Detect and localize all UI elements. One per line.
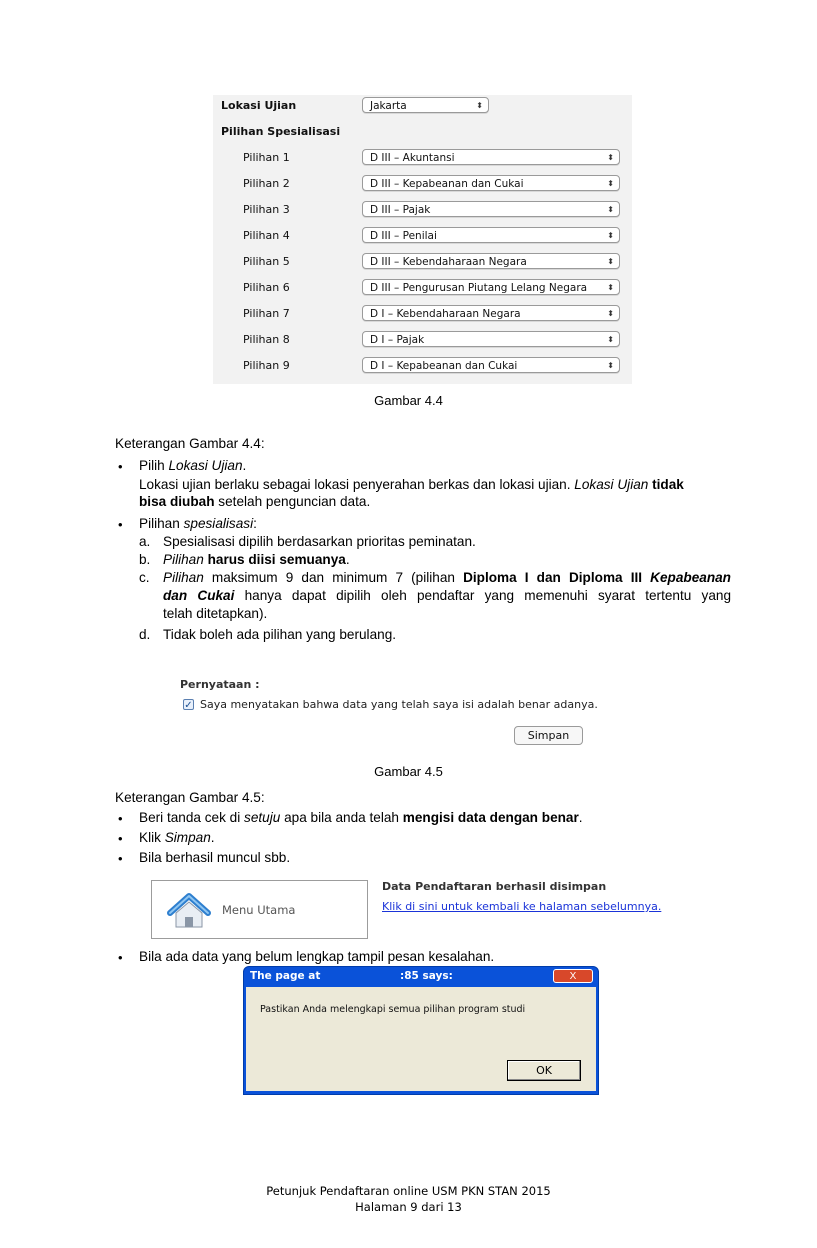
pilihan-select-1[interactable] <box>362 149 620 165</box>
bullet-beri-tanda-cek: Beri tanda cek di setuju apa bila anda telah mengisi data dengan benar. <box>139 810 583 825</box>
agree-checkbox[interactable] <box>183 699 194 710</box>
lokasi-ujian-value: Jakarta <box>370 100 407 112</box>
pilihan-value: D III – Pengurusan Piutang Lelang Negara <box>370 282 588 294</box>
back-link[interactable]: Klik di sini untuk kembali ke halaman sebelumnya. <box>382 900 662 913</box>
bullet-klik-simpan: Klik Simpan. <box>139 830 215 845</box>
home-icon <box>166 891 212 931</box>
dialog-title-right: :85 says: <box>400 970 453 982</box>
pilihan-label: Pilihan 8 <box>243 333 290 346</box>
menu-utama-button[interactable] <box>151 880 368 939</box>
pilihan-select-6[interactable] <box>362 279 620 295</box>
bullet-icon: • <box>118 517 123 532</box>
dialog-message: Pastikan Anda melengkapi semua pilihan program studi <box>260 1004 526 1015</box>
dialog-close-button[interactable] <box>553 969 593 983</box>
pilihan-label: Pilihan 9 <box>243 359 290 372</box>
item-c-line1: Pilihan maksimum 9 dan minimum 7 (pilihan Diploma I dan Diploma III Kepabeanan <box>163 570 731 585</box>
pilihan-select-7[interactable] <box>362 305 620 321</box>
select-arrows-icon: ⬍ <box>607 205 614 214</box>
lokasi-ujian-label: Lokasi Ujian <box>221 99 297 112</box>
figure-caption-4-4: Gambar 4.4 <box>374 393 443 408</box>
pilihan-label: Pilihan 7 <box>243 307 290 320</box>
keterangan-4-4-heading: Keterangan Gambar 4.4: <box>115 436 265 451</box>
select-arrows-icon: ⬍ <box>607 257 614 266</box>
keterangan-4-5-heading: Keterangan Gambar 4.5: <box>115 790 265 805</box>
lokasi-note-line1: Lokasi ujian berlaku sebagai lokasi penyerahan berkas dan lokasi ujian. Lokasi Ujian tidak <box>139 477 684 492</box>
item-d-text: Tidak boleh ada pilihan yang berulang. <box>163 627 397 642</box>
pilihan-label: Pilihan 2 <box>243 177 290 190</box>
pilihan-select-8[interactable] <box>362 331 620 347</box>
pilihan-label: Pilihan 5 <box>243 255 290 268</box>
menu-utama-label: Menu Utama <box>222 903 296 917</box>
pilihan-select-5[interactable] <box>362 253 620 269</box>
pilihan-value: D III – Pajak <box>370 204 431 216</box>
select-arrows-icon: ⬍ <box>476 101 483 110</box>
pilihan-value: D III – Kepabeanan dan Cukai <box>370 178 524 190</box>
pernyataan-statement: Saya menyatakan bahwa data yang telah saya isi adalah benar adanya. <box>200 698 598 711</box>
item-c-line3: telah ditetapkan). <box>163 606 268 621</box>
dialog-ok-button[interactable]: OK <box>507 1060 581 1081</box>
item-b-text: Pilihan harus diisi semuanya. <box>163 552 350 567</box>
select-arrows-icon: ⬍ <box>607 309 614 318</box>
select-arrows-icon: ⬍ <box>607 153 614 162</box>
list-marker-d: d. <box>139 627 151 642</box>
lokasi-note-line2: bisa diubah setelah penguncian data. <box>139 494 371 509</box>
select-arrows-icon: ⬍ <box>607 231 614 240</box>
close-icon: X <box>569 971 577 982</box>
bullet-pilihan-spesialisasi: Pilihan spesialisasi: <box>139 516 257 531</box>
select-arrows-icon: ⬍ <box>607 361 614 370</box>
list-marker-c: c. <box>139 570 150 585</box>
bullet-bila-ada-data: Bila ada data yang belum lengkap tampil pesan kesalahan. <box>139 949 495 964</box>
pilihan-value: D III – Akuntansi <box>370 152 455 164</box>
select-arrows-icon: ⬍ <box>607 335 614 344</box>
bullet-bila-berhasil: Bila berhasil muncul sbb. <box>139 850 291 865</box>
list-marker-a: a. <box>139 534 151 549</box>
item-c-line2: dan Cukai hanya dapat dipilih oleh pendaftar yang memenuhi syarat tertentu yang <box>163 588 732 603</box>
bullet-icon: • <box>118 851 123 866</box>
item-a-text: Spesialisasi dipilih berdasarkan prioritas peminatan. <box>163 534 476 549</box>
pilihan-label: Pilihan 4 <box>243 229 290 242</box>
pilihan-value: D I – Kebendaharaan Negara <box>370 308 521 320</box>
success-title: Data Pendaftaran berhasil disimpan <box>382 880 607 893</box>
bullet-icon: • <box>118 950 123 965</box>
bullet-pilih-lokasi: Pilih Lokasi Ujian. <box>139 458 247 473</box>
pilihan-label: Pilihan 6 <box>243 281 290 294</box>
pilihan-value: D I – Pajak <box>370 334 425 346</box>
pilihan-select-9[interactable] <box>362 357 620 373</box>
pernyataan-title: Pernyataan : <box>180 678 260 691</box>
pilihan-label: Pilihan 1 <box>243 151 290 164</box>
footer-page-number: Halaman 9 dari 13 <box>355 1200 462 1214</box>
dialog-title-left: The page at <box>250 970 321 982</box>
pilihan-select-4[interactable] <box>362 227 620 243</box>
pilihan-value: D III – Penilai <box>370 230 437 242</box>
footer-title: Petunjuk Pendaftaran online USM PKN STAN 2015 <box>266 1184 551 1198</box>
bullet-icon: • <box>118 811 123 826</box>
bullet-icon: • <box>118 459 123 474</box>
select-arrows-icon: ⬍ <box>607 179 614 188</box>
pilihan-label: Pilihan 3 <box>243 203 290 216</box>
select-arrows-icon: ⬍ <box>607 283 614 292</box>
lokasi-ujian-select[interactable] <box>362 97 489 113</box>
figure-caption-4-5: Gambar 4.5 <box>374 764 443 779</box>
pilihan-spesialisasi-header: Pilihan Spesialisasi <box>221 125 341 138</box>
pilihan-select-2[interactable] <box>362 175 620 191</box>
pilihan-value: D I – Kepabeanan dan Cukai <box>370 360 518 372</box>
pilihan-value: D III – Kebendaharaan Negara <box>370 256 527 268</box>
list-marker-b: b. <box>139 552 151 567</box>
pilihan-select-3[interactable] <box>362 201 620 217</box>
bullet-icon: • <box>118 831 123 846</box>
check-icon: ✓ <box>184 700 193 711</box>
simpan-button[interactable]: Simpan <box>514 726 583 745</box>
